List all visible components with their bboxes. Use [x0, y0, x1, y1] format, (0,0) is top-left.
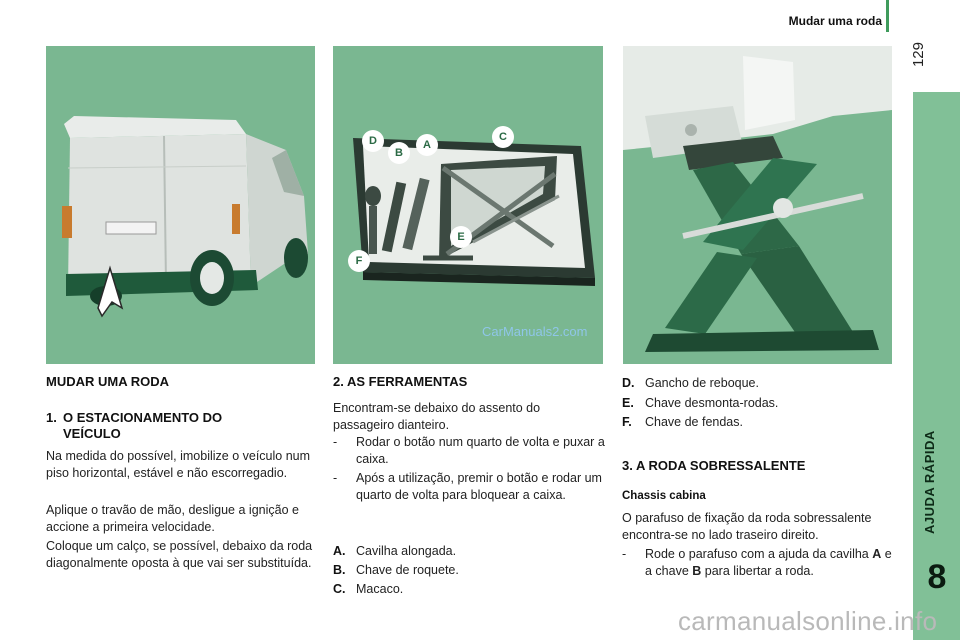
- section-title: Mudar uma roda: [788, 14, 882, 28]
- page-number: 129: [910, 42, 927, 68]
- spare-wheel-paragraph: O parafuso de fixação da roda sobressalente encontra-se no lado traseiro direito.: [622, 511, 872, 542]
- parking-paragraph-2: Aplique o travão de mão, desligue a ignição e accione a primeira velocidade.: [46, 503, 299, 534]
- parking-paragraph-1: Na medida do possível, imobilize o veículo num piso horizontal, estável e não escorregadio.: [46, 449, 311, 480]
- tool-item-f: [622, 414, 743, 430]
- chapter-number: 8: [927, 558, 947, 596]
- footer-watermark: carmanualsonline.info: [678, 606, 938, 636]
- tool-desc: Chave de roquete.: [356, 563, 459, 577]
- subheading-line2: VEÍCULO: [63, 426, 121, 441]
- section-heading: MUDAR UMA RODA: [46, 374, 170, 389]
- tool-key: A.: [333, 544, 346, 558]
- tool-key: B.: [333, 563, 346, 577]
- bullet-text: Rodar o botão num quarto de volta e puxar a caixa.: [356, 435, 605, 466]
- tool-key: F.: [622, 415, 632, 429]
- tools-bullet-1: [333, 434, 605, 468]
- bullet-dash: -: [333, 435, 338, 449]
- tool-desc: Chave de fendas.: [645, 415, 743, 429]
- ref-a: A: [872, 547, 882, 561]
- van-rear-illustration: [46, 46, 315, 364]
- tools-heading: 2. AS FERRAMENTAS: [333, 374, 468, 389]
- callout-C: C: [492, 126, 514, 148]
- callout-E: E: [450, 226, 472, 248]
- bullet-text: Após a utilização, premir o botão e rodar um quarto de volta para bloquear a caixa.: [356, 471, 602, 502]
- tool-item-c: [333, 581, 403, 597]
- chassis-cab-subheading: Chassis cabina: [622, 490, 706, 502]
- chapter-tab-label: AJUDA RÁPIDA: [922, 430, 937, 534]
- tool-item-d: [622, 375, 759, 391]
- tool-key: E.: [622, 396, 634, 410]
- subheading-number: 1.: [46, 410, 57, 425]
- tool-desc: Cavilha alongada.: [356, 544, 457, 558]
- watermark-link[interactable]: CarManuals2.com: [482, 324, 588, 339]
- tool-item-e: [622, 395, 778, 411]
- jack-drawing: [623, 46, 892, 364]
- callout-D: D: [362, 130, 384, 152]
- tool-desc: Macaco.: [356, 582, 404, 596]
- bullet-text: Rode o parafuso com a ajuda da cavilha A e a chave B para libertar a roda.: [645, 547, 892, 578]
- tool-key: C.: [333, 582, 346, 596]
- header-accent-bar: [886, 0, 889, 32]
- callout-A: A: [416, 134, 438, 156]
- tool-key: D.: [622, 376, 635, 390]
- bullet-dash: -: [333, 471, 338, 485]
- van-drawing: [46, 46, 315, 364]
- page-header: [0, 0, 960, 40]
- callout-B: B: [388, 142, 410, 164]
- tool-item-b: [333, 562, 459, 578]
- parking-paragraph-3: Coloque um calço, se possível, debaixo da roda diagonalmente oposta à que vai ser substituída.: [46, 539, 313, 570]
- toolkit-drawing: [333, 46, 603, 364]
- spare-wheel-bullet: [622, 546, 894, 580]
- ref-b: B: [692, 564, 702, 578]
- toolkit-illustration: [333, 46, 603, 364]
- tool-item-a: [333, 543, 456, 559]
- subheading-line1: O ESTACIONAMENTO DO: [63, 410, 223, 425]
- tool-desc: Chave desmonta-rodas.: [645, 396, 779, 410]
- spare-wheel-heading: 3. A RODA SOBRESSALENTE: [622, 458, 806, 473]
- callout-F: F: [348, 250, 370, 272]
- tools-bullet-2: [333, 470, 605, 504]
- bullet-dash: -: [622, 547, 627, 561]
- jack-illustration: [623, 46, 892, 364]
- tool-desc: Gancho de reboque.: [645, 376, 759, 390]
- tools-intro: Encontram-se debaixo do assento do passageiro dianteiro.: [333, 401, 541, 432]
- parking-subheading: [46, 410, 286, 442]
